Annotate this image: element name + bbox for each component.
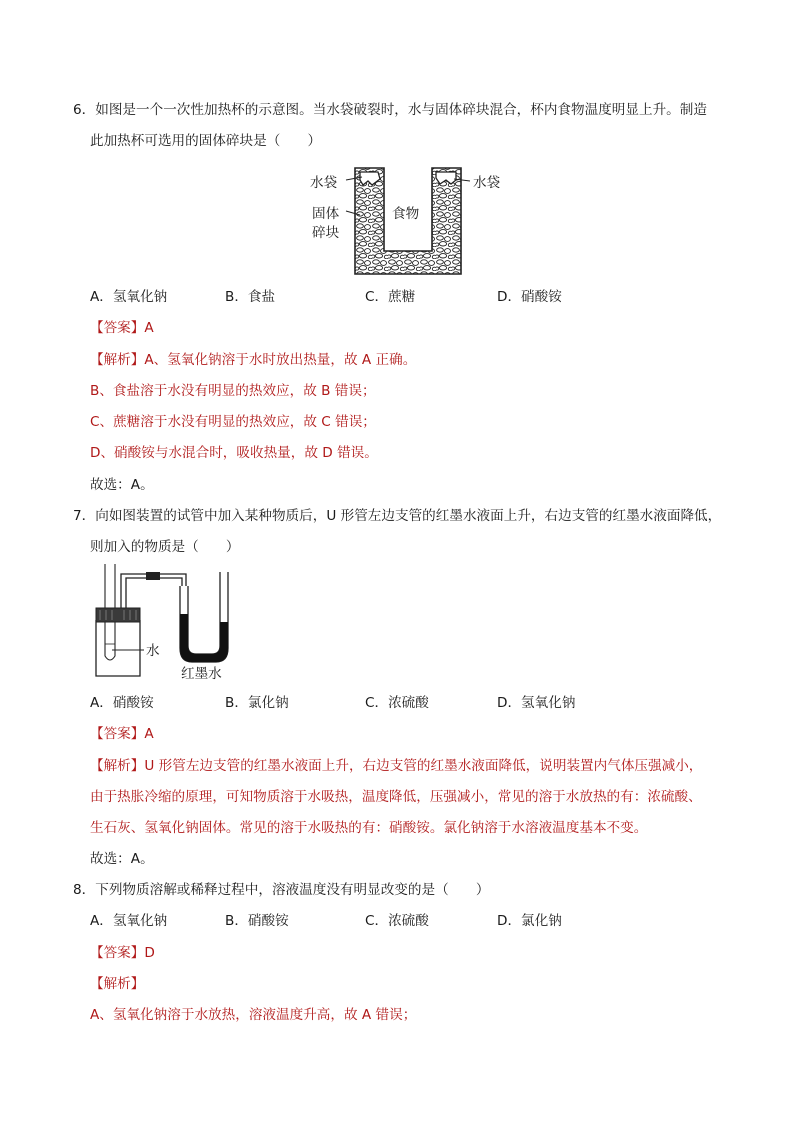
q6-option-c: C．蔗糖 xyxy=(365,289,416,305)
q6-analysis-text-1: 【解析】A、氢氧化钠溶于水时放出热量，故 A 正确。 xyxy=(90,352,417,368)
fig7-label-water: 水 xyxy=(146,643,160,659)
q7-option-b: B．氯化钠 xyxy=(225,695,289,711)
q6-analysis-1 xyxy=(90,350,416,370)
q6-stem-line2: 此加热杯可选用的固体碎块是（ ） xyxy=(90,133,322,149)
q6-analysis-3: C、蔗糖溶于水没有明显的热效应，故 C 错误； xyxy=(90,414,376,430)
q8-option-a: A．氢氧化钠 xyxy=(90,913,168,929)
q6-stem-line1: 6．如图是一个一次性加热杯的示意图。当水袋破裂时，水与固体碎块混合，杯内食物温度明显上升。制造 xyxy=(73,102,707,118)
q7-apparatus-figure xyxy=(88,562,248,682)
q6-analysis-4: D、硝酸铵与水混合时，吸收热量，故 D 错误。 xyxy=(90,445,378,461)
q6-option-a: A．氢氧化钠 xyxy=(90,289,168,305)
q6-answer: 【答案】A xyxy=(90,320,154,336)
q7-stem-line2: 则加入的物质是（ ） xyxy=(90,539,240,555)
q8-option-c: C．浓硫酸 xyxy=(365,913,429,929)
q7-stem-line1: 7．向如图装置的试管中加入某种物质后，U 形管左边支管的红墨水液面上升，右边支管的红墨水液面降低， xyxy=(73,508,722,524)
q6-heating-cup-figure xyxy=(308,163,508,275)
fig6-label-solid-1: 固体 xyxy=(312,206,340,222)
q7-analysis-2: 由于热胀冷缩的原理，可知物质溶于水吸热，温度降低，压强减小，常见的溶于水放热的有：浓硫酸、 xyxy=(90,789,702,805)
fig6-label-bag-right: 水袋 xyxy=(473,175,501,191)
q7-conclusion: 故选：A。 xyxy=(90,851,154,867)
q8-stem: 8．下列物质溶解或稀释过程中，溶液温度没有明显改变的是（ ） xyxy=(73,882,490,898)
q6-conclusion: 故选：A。 xyxy=(90,477,154,493)
fig6-label-solid-2: 碎块 xyxy=(312,225,340,241)
q6-option-d: D．硝酸铵 xyxy=(497,289,562,305)
q8-analysis-head: 【解析】 xyxy=(90,976,145,992)
q8-option-d: D．氯化钠 xyxy=(497,913,562,929)
q6-analysis-2: B、食盐溶于水没有明显的热效应，故 B 错误； xyxy=(90,383,376,399)
fig6-label-bag-left: 水袋 xyxy=(310,175,338,191)
q7-option-d: D．氢氧化钠 xyxy=(497,695,576,711)
fig7-label-red-ink: 红墨水 xyxy=(181,666,222,682)
q7-answer: 【答案】A xyxy=(90,726,154,742)
q8-analysis-1: A、氢氧化钠溶于水放热，溶液温度升高，故 A 错误； xyxy=(90,1007,417,1023)
fig6-label-food: 食物 xyxy=(392,206,420,222)
q8-answer: 【答案】D xyxy=(90,945,155,961)
q7-analysis-3: 生石灰、氢氧化钠固体。常见的溶于水吸热的有：硝酸铵。氯化钠溶于水溶液温度基本不变。 xyxy=(90,820,648,836)
q7-option-c: C．浓硫酸 xyxy=(365,695,429,711)
q8-option-b: B．硝酸铵 xyxy=(225,913,289,929)
q6-option-b: B．食盐 xyxy=(225,289,276,305)
q7-analysis-1: 【解析】U 形管左边支管的红墨水液面上升，右边支管的红墨水液面降低，说明装置内气体压强减小， xyxy=(90,758,703,774)
q7-option-a: A．硝酸铵 xyxy=(90,695,154,711)
